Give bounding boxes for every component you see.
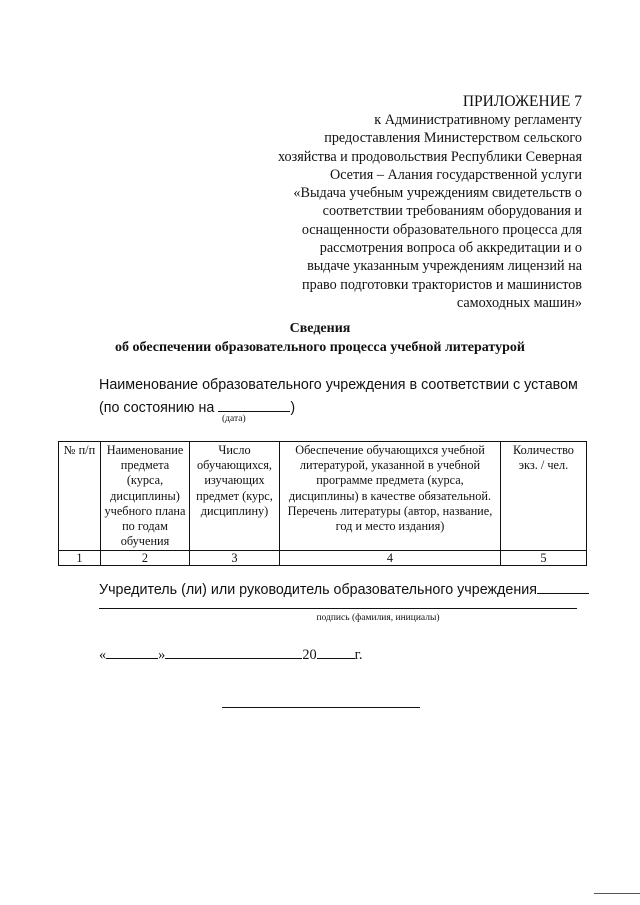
col-number: 3 [190, 551, 280, 566]
founder-label: Учредитель (ли) или руководитель образовательного учреждения [99, 582, 537, 598]
appendix-line: «Выдача учебным учреждениям свидетельств о [293, 185, 582, 202]
as-of-date-line [99, 397, 295, 416]
appendix-line: предоставления Министерством сельского [324, 130, 582, 147]
col-header-number: № п/п [59, 442, 101, 551]
institution-label: Наименование образовательного учреждения в соответствии с уставом [99, 377, 578, 393]
column-number-row [59, 551, 587, 566]
col-header-quantity: Количество экз. / чел. [501, 442, 587, 551]
appendix-line: хозяйства и продовольствия Республики Северная [277, 148, 582, 165]
close-quote: » [158, 647, 166, 663]
year-prefix: 20 [302, 647, 317, 663]
col-number: 5 [501, 551, 587, 566]
signature-date-line [99, 645, 362, 664]
bottom-signature-line[interactable] [222, 707, 420, 708]
table-header-row [59, 442, 587, 551]
signature-hint: подпись (фамилия, инициалы) [316, 613, 440, 623]
as-of-suffix: ) [290, 400, 296, 416]
appendix-line: оснащенности образовательного процесса для [301, 221, 582, 238]
document-subtitle: об обеспечении образовательного процесса учебной литературой [115, 340, 525, 355]
appendix-title: ПРИЛОЖЕНИЕ 7 [462, 93, 582, 110]
col-number: 4 [280, 551, 501, 566]
col-header-literature: Обеспечение обучающихся учебной литературой, указанной в учебной программе предмета (курса, дисциплины) в качестве обязательной. Перечень литературы (автор, название, год и место издания) [280, 442, 501, 551]
literature-table [58, 441, 587, 566]
signature-line[interactable] [99, 608, 577, 609]
year-field[interactable] [317, 645, 355, 659]
as-of-date-field[interactable] [218, 397, 290, 412]
appendix-line: выдаче указанным учреждениям лицензий на [307, 258, 582, 275]
document-title: Сведения [289, 321, 351, 336]
as-of-prefix: (по состоянию на [99, 400, 219, 416]
col-header-subject: Наименование предмета (курса, дисциплины) учебного плана по годам обучения [101, 442, 190, 551]
open-quote: « [99, 647, 107, 663]
founder-line [99, 579, 589, 598]
appendix-line: рассмотрения вопроса об аккредитации и о [319, 240, 582, 257]
month-field[interactable] [165, 645, 302, 659]
founder-field[interactable] [537, 579, 589, 594]
appendix-line: к Административному регламенту [374, 112, 582, 128]
col-number: 1 [59, 551, 101, 566]
appendix-line: право подготовки трактористов и машинистов [302, 276, 582, 293]
day-field[interactable] [106, 645, 158, 659]
col-header-students: Число обучающихся, изучающих предмет (курс, дисциплину) [190, 442, 280, 551]
appendix-line: соответствии требованиям оборудования и [322, 203, 582, 220]
year-suffix: г. [354, 647, 363, 663]
appendix-block [240, 92, 582, 312]
scan-edge-line [594, 893, 640, 894]
date-hint: (дата) [222, 414, 246, 424]
col-number: 2 [101, 551, 190, 566]
appendix-line: самоходных машин» [456, 294, 582, 311]
appendix-line: Осетия – Алания государственной услуги [329, 166, 582, 183]
